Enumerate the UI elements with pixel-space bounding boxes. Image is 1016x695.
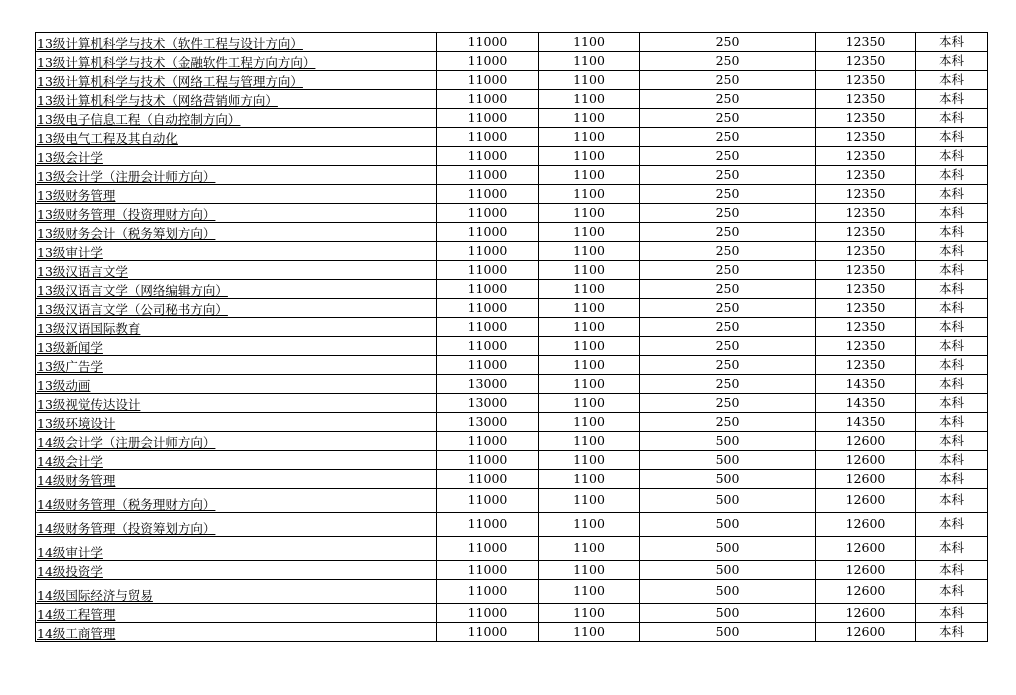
- accommodation-fee-cell: 1100: [539, 432, 640, 451]
- total-fee-cell: 12600: [816, 470, 916, 489]
- total-fee-cell: 12350: [816, 185, 916, 204]
- education-level-cell: 本科: [916, 185, 988, 204]
- major-name-cell: 13级计算机科学与技术（金融软件工程方向方向）: [36, 52, 437, 71]
- major-name-cell: 13级新闻学: [36, 337, 437, 356]
- accommodation-fee-cell: 1100: [539, 33, 640, 52]
- major-name-cell: 13级电气工程及其自动化: [36, 128, 437, 147]
- tuition-cell: 13000: [437, 394, 539, 413]
- accommodation-fee-cell: 1100: [539, 451, 640, 470]
- total-fee-cell: 12350: [816, 166, 916, 185]
- accommodation-fee-cell: 1100: [539, 470, 640, 489]
- accommodation-fee-cell: 1100: [539, 223, 640, 242]
- education-level-cell: 本科: [916, 299, 988, 318]
- accommodation-fee-cell: 1100: [539, 128, 640, 147]
- total-fee-cell: 12600: [816, 623, 916, 642]
- table-row: [36, 413, 988, 432]
- accommodation-fee-cell: 1100: [539, 299, 640, 318]
- tuition-cell: 11000: [437, 513, 539, 537]
- total-fee-cell: 14350: [816, 375, 916, 394]
- major-name-cell: 14级工程管理: [36, 604, 437, 623]
- table-row: [36, 580, 988, 604]
- accommodation-fee-cell: 1100: [539, 537, 640, 561]
- other-fee-cell: 500: [640, 604, 816, 623]
- major-name-cell: 13级计算机科学与技术（网络工程与管理方向）: [36, 71, 437, 90]
- education-level-cell: 本科: [916, 604, 988, 623]
- total-fee-cell: 12350: [816, 242, 916, 261]
- other-fee-cell: 250: [640, 299, 816, 318]
- table-row: [36, 204, 988, 223]
- other-fee-cell: 250: [640, 242, 816, 261]
- other-fee-cell: 500: [640, 580, 816, 604]
- table-row: [36, 71, 988, 90]
- other-fee-cell: 250: [640, 204, 816, 223]
- tuition-cell: 11000: [437, 318, 539, 337]
- education-level-cell: 本科: [916, 337, 988, 356]
- education-level-cell: 本科: [916, 432, 988, 451]
- other-fee-cell: 250: [640, 356, 816, 375]
- accommodation-fee-cell: 1100: [539, 166, 640, 185]
- table-row: [36, 280, 988, 299]
- total-fee-cell: 14350: [816, 394, 916, 413]
- education-level-cell: 本科: [916, 109, 988, 128]
- education-level-cell: 本科: [916, 470, 988, 489]
- accommodation-fee-cell: 1100: [539, 513, 640, 537]
- total-fee-cell: 12600: [816, 561, 916, 580]
- tuition-cell: 13000: [437, 375, 539, 394]
- major-name-cell: 14级投资学: [36, 561, 437, 580]
- total-fee-cell: 12600: [816, 451, 916, 470]
- education-level-cell: 本科: [916, 242, 988, 261]
- education-level-cell: 本科: [916, 375, 988, 394]
- tuition-cell: 11000: [437, 604, 539, 623]
- table-row: [36, 147, 988, 166]
- education-level-cell: 本科: [916, 489, 988, 513]
- accommodation-fee-cell: 1100: [539, 185, 640, 204]
- other-fee-cell: 250: [640, 52, 816, 71]
- tuition-cell: 11000: [437, 432, 539, 451]
- other-fee-cell: 250: [640, 71, 816, 90]
- table-row: [36, 356, 988, 375]
- other-fee-cell: 500: [640, 537, 816, 561]
- education-level-cell: 本科: [916, 413, 988, 432]
- tuition-cell: 13000: [437, 413, 539, 432]
- tuition-cell: 11000: [437, 337, 539, 356]
- other-fee-cell: 250: [640, 318, 816, 337]
- tuition-cell: 11000: [437, 185, 539, 204]
- major-name-cell: 13级财务会计（税务筹划方向）: [36, 223, 437, 242]
- other-fee-cell: 500: [640, 470, 816, 489]
- accommodation-fee-cell: 1100: [539, 318, 640, 337]
- tuition-cell: 11000: [437, 90, 539, 109]
- table-row: [36, 537, 988, 561]
- education-level-cell: 本科: [916, 451, 988, 470]
- education-level-cell: 本科: [916, 394, 988, 413]
- accommodation-fee-cell: 1100: [539, 147, 640, 166]
- education-level-cell: 本科: [916, 513, 988, 537]
- major-name-cell: 14级财务管理（投资筹划方向）: [36, 513, 437, 537]
- tuition-cell: 11000: [437, 71, 539, 90]
- tuition-cell: 11000: [437, 451, 539, 470]
- table-row: [36, 109, 988, 128]
- fee-table-body: [36, 33, 988, 642]
- accommodation-fee-cell: 1100: [539, 280, 640, 299]
- other-fee-cell: 500: [640, 451, 816, 470]
- table-row: [36, 90, 988, 109]
- accommodation-fee-cell: 1100: [539, 109, 640, 128]
- major-name-cell: 13级审计学: [36, 242, 437, 261]
- total-fee-cell: 14350: [816, 413, 916, 432]
- tuition-cell: 11000: [437, 280, 539, 299]
- table-row: [36, 261, 988, 280]
- accommodation-fee-cell: 1100: [539, 489, 640, 513]
- tuition-cell: 11000: [437, 261, 539, 280]
- total-fee-cell: 12600: [816, 580, 916, 604]
- table-row: [36, 604, 988, 623]
- accommodation-fee-cell: 1100: [539, 604, 640, 623]
- education-level-cell: 本科: [916, 318, 988, 337]
- table-row: [36, 128, 988, 147]
- table-row: [36, 623, 988, 642]
- other-fee-cell: 250: [640, 166, 816, 185]
- major-name-cell: 13级视觉传达设计: [36, 394, 437, 413]
- accommodation-fee-cell: 1100: [539, 356, 640, 375]
- tuition-cell: 11000: [437, 489, 539, 513]
- total-fee-cell: 12350: [816, 90, 916, 109]
- other-fee-cell: 500: [640, 561, 816, 580]
- education-level-cell: 本科: [916, 52, 988, 71]
- education-level-cell: 本科: [916, 204, 988, 223]
- accommodation-fee-cell: 1100: [539, 413, 640, 432]
- major-name-cell: 14级财务管理: [36, 470, 437, 489]
- education-level-cell: 本科: [916, 261, 988, 280]
- major-name-cell: 13级汉语言文学（网络编辑方向）: [36, 280, 437, 299]
- tuition-cell: 11000: [437, 242, 539, 261]
- major-name-cell: 13级会计学: [36, 147, 437, 166]
- table-row: [36, 489, 988, 513]
- tuition-cell: 11000: [437, 580, 539, 604]
- major-name-cell: 14级会计学: [36, 451, 437, 470]
- education-level-cell: 本科: [916, 580, 988, 604]
- total-fee-cell: 12350: [816, 71, 916, 90]
- education-level-cell: 本科: [916, 537, 988, 561]
- table-row: [36, 299, 988, 318]
- tuition-cell: 11000: [437, 356, 539, 375]
- other-fee-cell: 250: [640, 261, 816, 280]
- total-fee-cell: 12350: [816, 204, 916, 223]
- accommodation-fee-cell: 1100: [539, 337, 640, 356]
- major-name-cell: 13级汉语国际教育: [36, 318, 437, 337]
- education-level-cell: 本科: [916, 561, 988, 580]
- table-row: [36, 52, 988, 71]
- major-name-cell: 13级汉语言文学: [36, 261, 437, 280]
- accommodation-fee-cell: 1100: [539, 580, 640, 604]
- accommodation-fee-cell: 1100: [539, 90, 640, 109]
- accommodation-fee-cell: 1100: [539, 71, 640, 90]
- table-row: [36, 375, 988, 394]
- tuition-cell: 11000: [437, 128, 539, 147]
- other-fee-cell: 250: [640, 128, 816, 147]
- major-name-cell: 13级计算机科学与技术（软件工程与设计方向）: [36, 33, 437, 52]
- other-fee-cell: 250: [640, 33, 816, 52]
- tuition-cell: 11000: [437, 299, 539, 318]
- accommodation-fee-cell: 1100: [539, 623, 640, 642]
- table-row: [36, 337, 988, 356]
- total-fee-cell: 12600: [816, 604, 916, 623]
- accommodation-fee-cell: 1100: [539, 242, 640, 261]
- major-name-cell: 14级财务管理（税务理财方向）: [36, 489, 437, 513]
- fee-table: [35, 32, 988, 642]
- tuition-cell: 11000: [437, 623, 539, 642]
- education-level-cell: 本科: [916, 33, 988, 52]
- education-level-cell: 本科: [916, 147, 988, 166]
- tuition-cell: 11000: [437, 33, 539, 52]
- total-fee-cell: 12350: [816, 109, 916, 128]
- education-level-cell: 本科: [916, 356, 988, 375]
- table-row: [36, 394, 988, 413]
- accommodation-fee-cell: 1100: [539, 561, 640, 580]
- tuition-cell: 11000: [437, 561, 539, 580]
- table-row: [36, 185, 988, 204]
- major-name-cell: 13级会计学（注册会计师方向）: [36, 166, 437, 185]
- tuition-cell: 11000: [437, 204, 539, 223]
- total-fee-cell: 12600: [816, 513, 916, 537]
- other-fee-cell: 500: [640, 623, 816, 642]
- table-row: [36, 561, 988, 580]
- major-name-cell: 13级财务管理（投资理财方向）: [36, 204, 437, 223]
- table-row: [36, 470, 988, 489]
- other-fee-cell: 250: [640, 147, 816, 166]
- other-fee-cell: 250: [640, 337, 816, 356]
- total-fee-cell: 12350: [816, 337, 916, 356]
- education-level-cell: 本科: [916, 71, 988, 90]
- accommodation-fee-cell: 1100: [539, 261, 640, 280]
- total-fee-cell: 12350: [816, 223, 916, 242]
- tuition-cell: 11000: [437, 166, 539, 185]
- total-fee-cell: 12350: [816, 318, 916, 337]
- table-row: [36, 451, 988, 470]
- other-fee-cell: 500: [640, 513, 816, 537]
- total-fee-cell: 12600: [816, 537, 916, 561]
- major-name-cell: 13级广告学: [36, 356, 437, 375]
- major-name-cell: 13级财务管理: [36, 185, 437, 204]
- accommodation-fee-cell: 1100: [539, 394, 640, 413]
- table-row: [36, 318, 988, 337]
- tuition-cell: 11000: [437, 537, 539, 561]
- major-name-cell: 14级国际经济与贸易: [36, 580, 437, 604]
- tuition-cell: 11000: [437, 109, 539, 128]
- table-row: [36, 33, 988, 52]
- other-fee-cell: 250: [640, 375, 816, 394]
- other-fee-cell: 250: [640, 109, 816, 128]
- other-fee-cell: 250: [640, 413, 816, 432]
- total-fee-cell: 12600: [816, 432, 916, 451]
- tuition-cell: 11000: [437, 470, 539, 489]
- major-name-cell: 14级会计学（注册会计师方向）: [36, 432, 437, 451]
- total-fee-cell: 12350: [816, 33, 916, 52]
- table-row: [36, 166, 988, 185]
- tuition-cell: 11000: [437, 223, 539, 242]
- education-level-cell: 本科: [916, 223, 988, 242]
- education-level-cell: 本科: [916, 280, 988, 299]
- major-name-cell: 13级环境设计: [36, 413, 437, 432]
- other-fee-cell: 500: [640, 432, 816, 451]
- other-fee-cell: 250: [640, 90, 816, 109]
- tuition-cell: 11000: [437, 147, 539, 166]
- major-name-cell: 14级工商管理: [36, 623, 437, 642]
- education-level-cell: 本科: [916, 623, 988, 642]
- major-name-cell: 13级汉语言文学（公司秘书方向）: [36, 299, 437, 318]
- major-name-cell: 13级动画: [36, 375, 437, 394]
- total-fee-cell: 12350: [816, 261, 916, 280]
- total-fee-cell: 12350: [816, 128, 916, 147]
- accommodation-fee-cell: 1100: [539, 375, 640, 394]
- other-fee-cell: 500: [640, 489, 816, 513]
- total-fee-cell: 12350: [816, 356, 916, 375]
- total-fee-cell: 12350: [816, 52, 916, 71]
- other-fee-cell: 250: [640, 280, 816, 299]
- tuition-cell: 11000: [437, 52, 539, 71]
- education-level-cell: 本科: [916, 90, 988, 109]
- education-level-cell: 本科: [916, 128, 988, 147]
- table-row: [36, 513, 988, 537]
- table-row: [36, 242, 988, 261]
- other-fee-cell: 250: [640, 185, 816, 204]
- total-fee-cell: 12350: [816, 147, 916, 166]
- accommodation-fee-cell: 1100: [539, 204, 640, 223]
- table-row: [36, 223, 988, 242]
- major-name-cell: 14级审计学: [36, 537, 437, 561]
- education-level-cell: 本科: [916, 166, 988, 185]
- total-fee-cell: 12350: [816, 280, 916, 299]
- total-fee-cell: 12600: [816, 489, 916, 513]
- accommodation-fee-cell: 1100: [539, 52, 640, 71]
- total-fee-cell: 12350: [816, 299, 916, 318]
- other-fee-cell: 250: [640, 394, 816, 413]
- table-row: [36, 432, 988, 451]
- other-fee-cell: 250: [640, 223, 816, 242]
- major-name-cell: 13级电子信息工程（自动控制方向）: [36, 109, 437, 128]
- major-name-cell: 13级计算机科学与技术（网络营销师方向）: [36, 90, 437, 109]
